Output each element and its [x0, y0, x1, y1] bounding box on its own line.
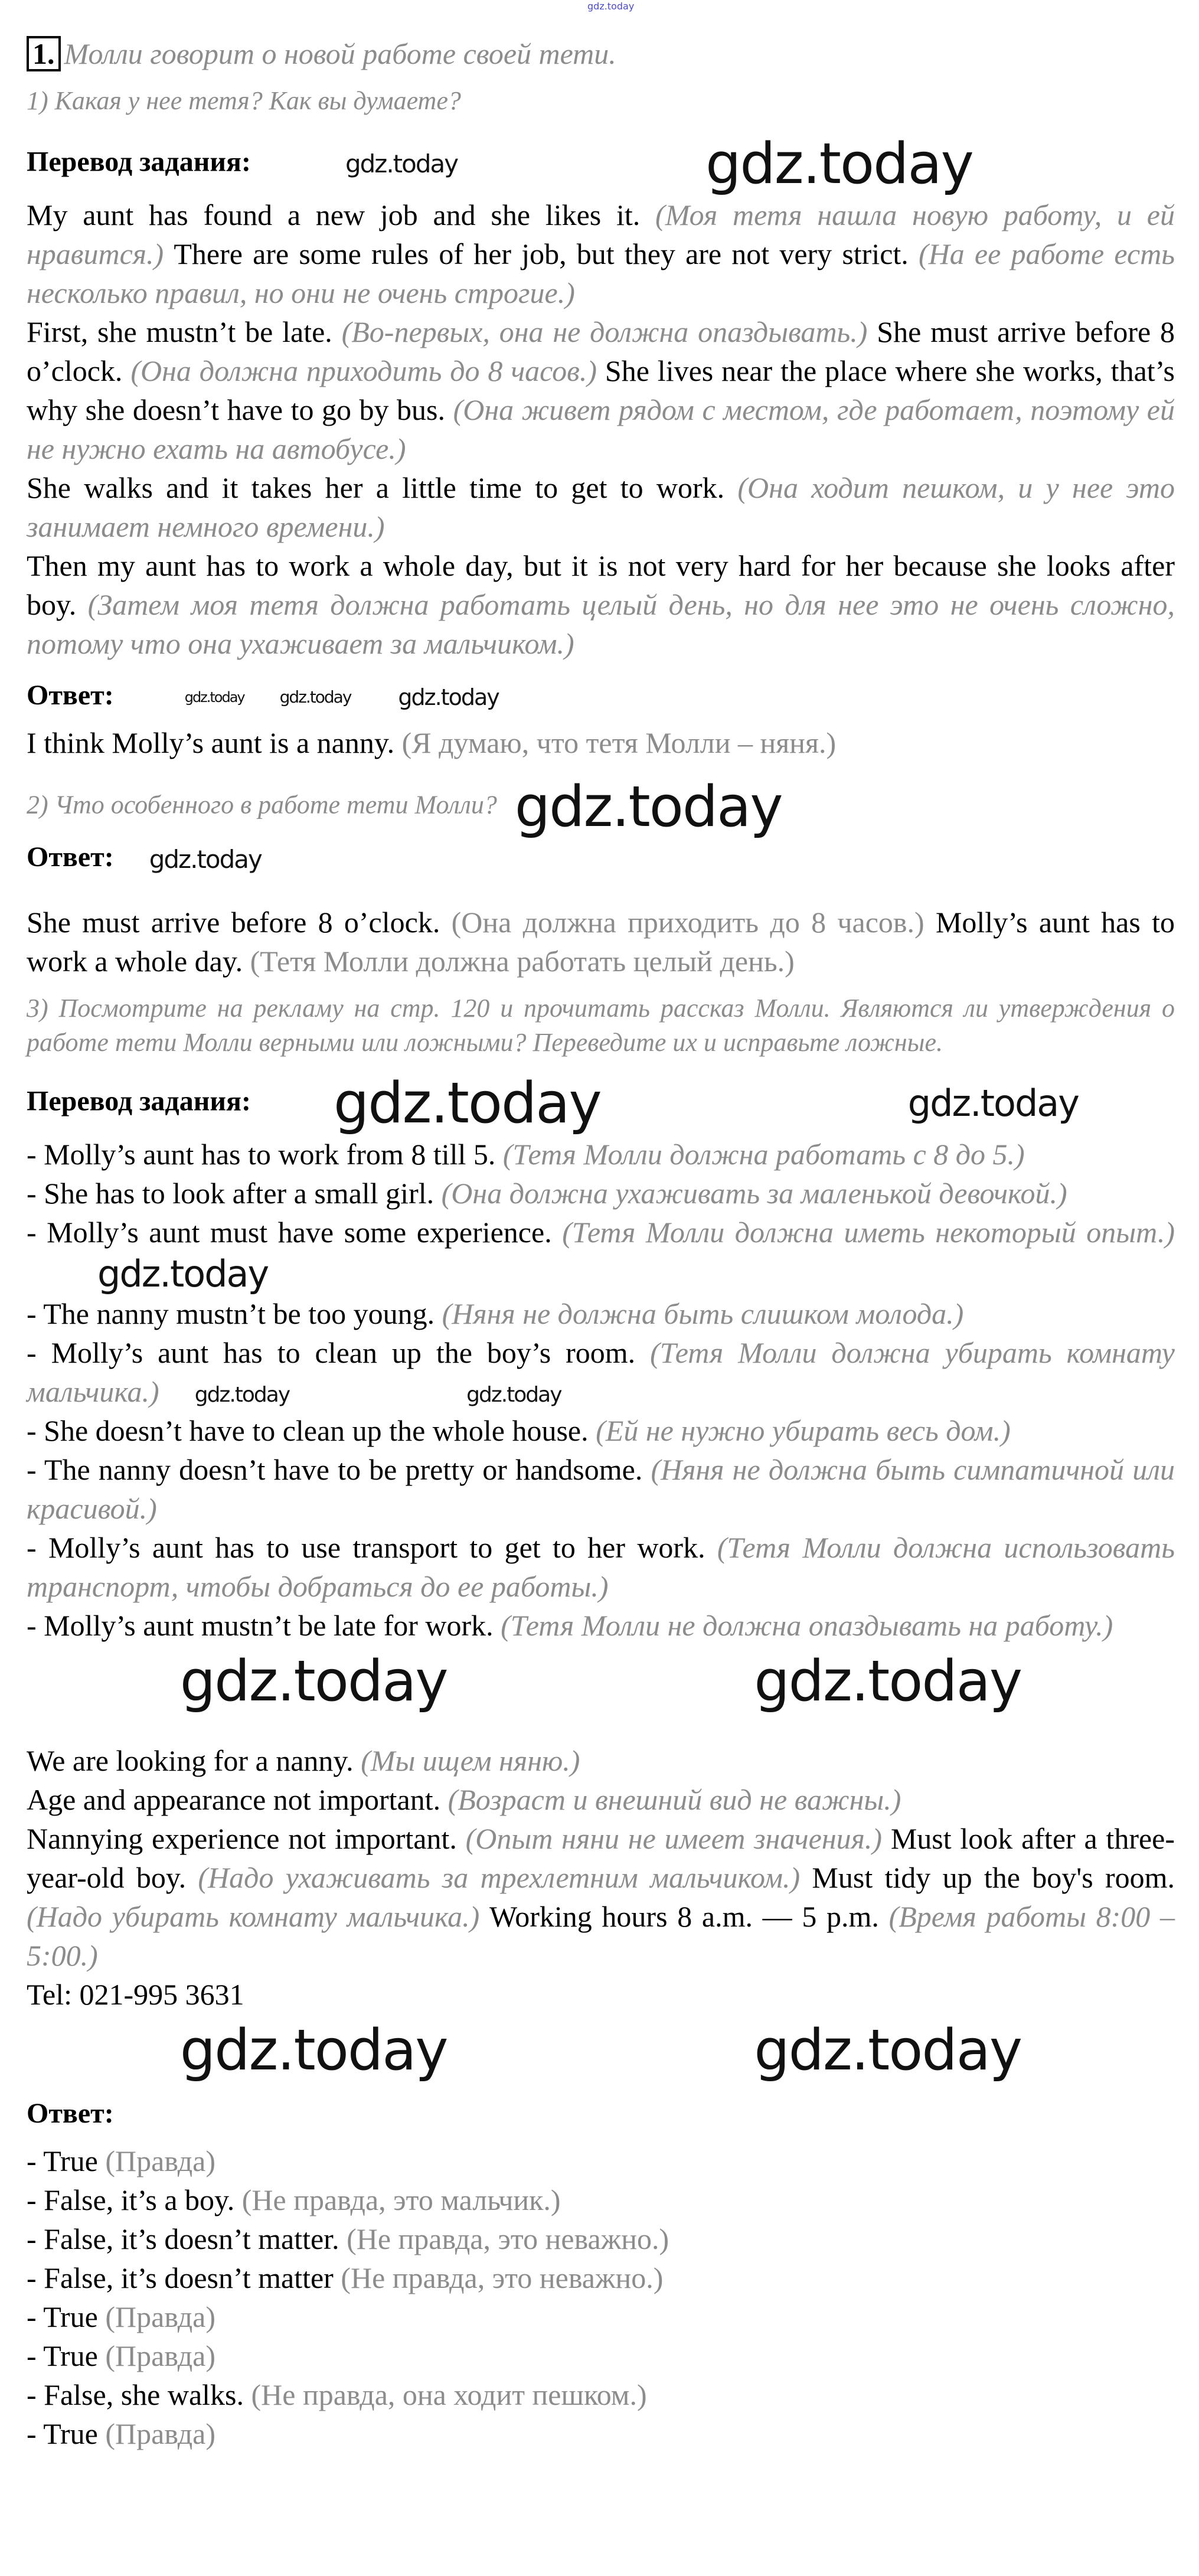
- english-text: - Molly’s aunt mustn’t be late for work.: [27, 1609, 501, 1643]
- english-text: - False, it’s a boy.: [27, 2183, 242, 2217]
- section-heading: [27, 838, 1175, 877]
- section-heading: [27, 1073, 1175, 1135]
- task-question: [27, 776, 1175, 838]
- translation-text: 3) Посмотрите на рекламу на стр. 120 и прочитать рассказ Молли. Являются ли утверждения о работе тети Молли верными или ложными? Переведите их и исправьте ложные.: [27, 994, 1175, 1057]
- text-paragraph: [27, 1333, 1175, 1411]
- watermark: gdz.today: [754, 2017, 1022, 2083]
- english-text: - False, it’s doesn’t matter.: [27, 2222, 347, 2256]
- section-heading: [27, 133, 1175, 195]
- english-text: - True: [27, 2339, 106, 2373]
- translation-text: (Надо убирать комнату мальчика.): [27, 1899, 490, 1933]
- text-paragraph: [27, 903, 1175, 981]
- exercise-title: Молли говорит о новой работе своей тети.: [64, 37, 616, 70]
- translation-text: (Она живет рядом с местом, где работает, поэтому ей не нужно ехать на автобусе.): [27, 393, 1175, 465]
- watermark: gdz.today: [179, 2017, 447, 2083]
- english-text: Tel: 021-995 3631: [27, 1977, 244, 2011]
- english-text: Must look after a three-year-old boy.: [27, 1821, 1175, 1894]
- section-heading: [27, 676, 1175, 715]
- english-text: Ответ:: [27, 841, 114, 873]
- text-paragraph: [27, 1411, 1175, 1450]
- english-text: - The nanny mustn’t be too young.: [27, 1297, 442, 1331]
- watermark: gdz.today: [97, 1252, 269, 1295]
- text-paragraph: [27, 2297, 1175, 2336]
- english-text: Must tidy up the boy's room.: [812, 1860, 1175, 1894]
- text-paragraph: [27, 1606, 1175, 1645]
- translation-text: (Тетя Молли должна использовать транспорт, чтобы добраться до ее работы.): [27, 1531, 1175, 1604]
- watermark: gdz.today: [184, 689, 244, 706]
- text-paragraph: [27, 2414, 1175, 2453]
- translation-text: (Няня не должна быть симпатичной или красивой.): [27, 1453, 1175, 1526]
- watermark-row: [27, 2017, 1175, 2083]
- watermark-row: [27, 1651, 1175, 1713]
- text-paragraph: [27, 195, 1175, 312]
- english-text: - The nanny doesn’t have to be pretty or handsome.: [27, 1453, 651, 1487]
- translation-text: (Моя тетя нашла новую работу, и ей нравится.): [27, 198, 1175, 270]
- translation-text: (Не правда, она ходит пешком.): [251, 2378, 647, 2412]
- translation-text: (Она должна ухаживать за маленькой девочкой.): [441, 1176, 1067, 1210]
- text-paragraph: [27, 546, 1175, 663]
- english-text: - True: [27, 2417, 106, 2451]
- translation-text: (Няня не должна быть слишком молода.): [442, 1297, 964, 1331]
- translation-text: (Она должна приходить до 8 часов.): [451, 906, 936, 939]
- text-paragraph: [27, 468, 1175, 546]
- text-paragraph: [27, 2141, 1175, 2180]
- top-watermark: gdz.today: [587, 1, 635, 12]
- translation-text: (Опыт няни не имеет значения.): [465, 1821, 891, 1855]
- translation-text: (Мы ищем няню.): [361, 1744, 580, 1777]
- english-text: - Molly’s aunt has to use transport to get to her work.: [27, 1531, 717, 1565]
- english-text: She walks and it takes her a little time to get to work.: [27, 471, 738, 504]
- translation-text: (Надо ухаживать за трехлетним мальчиком.): [198, 1860, 812, 1894]
- english-text: - She has to look after a small girl.: [27, 1176, 442, 1210]
- english-text: - False, she walks.: [27, 2378, 251, 2412]
- translation-text: (Во-первых, она не должна опаздывать.): [341, 315, 877, 348]
- translation-text: 2) Что особенного в работе тети Молли?: [27, 789, 497, 819]
- text-paragraph: [27, 1741, 1175, 2014]
- text-paragraph: [27, 723, 1175, 762]
- text-paragraph: [27, 1294, 1175, 1333]
- text-paragraph: [27, 1213, 1175, 1295]
- text-paragraph: [27, 2180, 1175, 2219]
- english-text: Nannying experience not important.: [27, 1821, 466, 1855]
- text-paragraph: [27, 312, 1175, 468]
- english-text: First, she mustn’t be late.: [27, 315, 342, 348]
- english-text: I think Molly’s aunt is a nanny.: [27, 726, 402, 759]
- translation-text: 1) Какая у нее тетя? Как вы думаете?: [27, 86, 461, 115]
- watermark: gdz.today: [149, 844, 262, 874]
- section-heading: [27, 2094, 1175, 2133]
- translation-text: (Правда): [105, 2300, 215, 2334]
- english-text: There are some rules of her job, but they are not very strict.: [174, 237, 919, 270]
- english-text: - Molly’s aunt has to clean up the boy’s room.: [27, 1336, 651, 1370]
- translation-text: (Возраст и внешний вид не важны.): [447, 1782, 901, 1816]
- translation-text: (Правда): [105, 2417, 215, 2451]
- watermark: gdz.today: [705, 132, 973, 197]
- translation-text: (Тетя Молли должна работать с 8 до 5.): [502, 1137, 1025, 1171]
- english-text: My aunt has found a new job and she likes it.: [27, 198, 656, 231]
- exercise-header: [27, 34, 1175, 73]
- english-text: Then my aunt has to work a whole day, but it is not very hard for her because she looks after boy.: [27, 548, 1175, 621]
- text-paragraph: [27, 1135, 1175, 1174]
- english-text: - Molly’s aunt must have some experience.: [27, 1215, 563, 1249]
- text-paragraph: [27, 2258, 1175, 2297]
- watermark: gdz.today: [333, 1071, 601, 1136]
- text-paragraph: [27, 2219, 1175, 2258]
- task-question: [27, 991, 1175, 1060]
- text-paragraph: [27, 1450, 1175, 1528]
- english-text: Перевод задания:: [27, 146, 251, 178]
- watermark: gdz.today: [279, 687, 351, 707]
- english-text: Molly’s aunt has to work a whole day.: [27, 906, 1175, 978]
- translation-text: (Тетя Молли не должна опаздывать на работу.): [501, 1609, 1113, 1643]
- english-text: - True: [27, 2144, 106, 2178]
- translation-text: (Не правда, это неважно.): [341, 2261, 664, 2295]
- translation-text: (Тетя Молли должна работать целый день.): [250, 945, 795, 978]
- translation-text: (Не правда, это неважно.): [347, 2222, 669, 2256]
- translation-text: (Не правда, это мальчик.): [241, 2183, 561, 2217]
- watermark: gdz.today: [754, 1649, 1022, 1715]
- text-paragraph: [27, 2375, 1175, 2414]
- english-text: Age and appearance not important.: [27, 1782, 448, 1816]
- translation-text: (Я думаю, что тетя Молли – няня.): [401, 726, 837, 759]
- english-text: Ответ:: [27, 679, 114, 711]
- translation-text: (Время работы 8:00 – 5:00.): [27, 1899, 1175, 1972]
- english-text: We are looking for a nanny.: [27, 1744, 361, 1777]
- watermark: gdz.today: [194, 1382, 290, 1407]
- watermark: gdz.today: [345, 149, 458, 179]
- english-text: - She doesn’t have to clean up the whole house.: [27, 1414, 596, 1448]
- watermark: gdz.today: [907, 1082, 1079, 1125]
- translation-text: (Правда): [105, 2144, 215, 2178]
- watermark: gdz.today: [514, 774, 782, 840]
- exercise-number: 1.: [27, 36, 61, 71]
- translation-text: (Она ходит пешком, и у нее это занимает немного времени.): [27, 471, 1175, 543]
- english-text: - False, it’s doesn’t matter: [27, 2261, 341, 2295]
- english-text: - Molly’s aunt has to work from 8 till 5.: [27, 1137, 503, 1171]
- translation-text: (Она должна приходить до 8 часов.): [130, 354, 605, 387]
- translation-text: (Затем моя тетя должна работать целый день, но для нее это не очень сложно, потому что она ухаживает за мальчиком.): [27, 587, 1175, 660]
- text-paragraph: [27, 1528, 1175, 1606]
- translation-text: (Тетя Молли должна иметь некоторый опыт.): [562, 1215, 1175, 1249]
- english-text: Перевод задания:: [27, 1085, 251, 1117]
- translation-text: (На ее работе есть несколько правил, но они не очень строгие.): [27, 237, 1175, 309]
- english-text: She lives near the place where she works, that’s why she doesn’t have to go by bus.: [27, 354, 1175, 426]
- task-question: [27, 84, 1175, 118]
- watermark: gdz.today: [466, 1382, 561, 1407]
- english-text: Ответ:: [27, 2098, 114, 2130]
- english-text: She must arrive before 8 o’clock.: [27, 906, 452, 939]
- english-text: Working hours 8 a.m. — 5 p.m.: [489, 1899, 889, 1933]
- text-paragraph: [27, 1174, 1175, 1213]
- watermark: gdz.today: [398, 684, 499, 710]
- english-text: - True: [27, 2300, 106, 2334]
- translation-text: (Ей не нужно убирать весь дом.): [596, 1414, 1011, 1448]
- english-text: She must arrive before 8 o’clock.: [27, 315, 1175, 387]
- translation-text: (Тетя Молли должна убирать комнату мальчика.): [27, 1336, 1175, 1409]
- watermark: gdz.today: [179, 1649, 447, 1715]
- text-paragraph: [27, 2336, 1175, 2375]
- translation-text: (Правда): [105, 2339, 215, 2373]
